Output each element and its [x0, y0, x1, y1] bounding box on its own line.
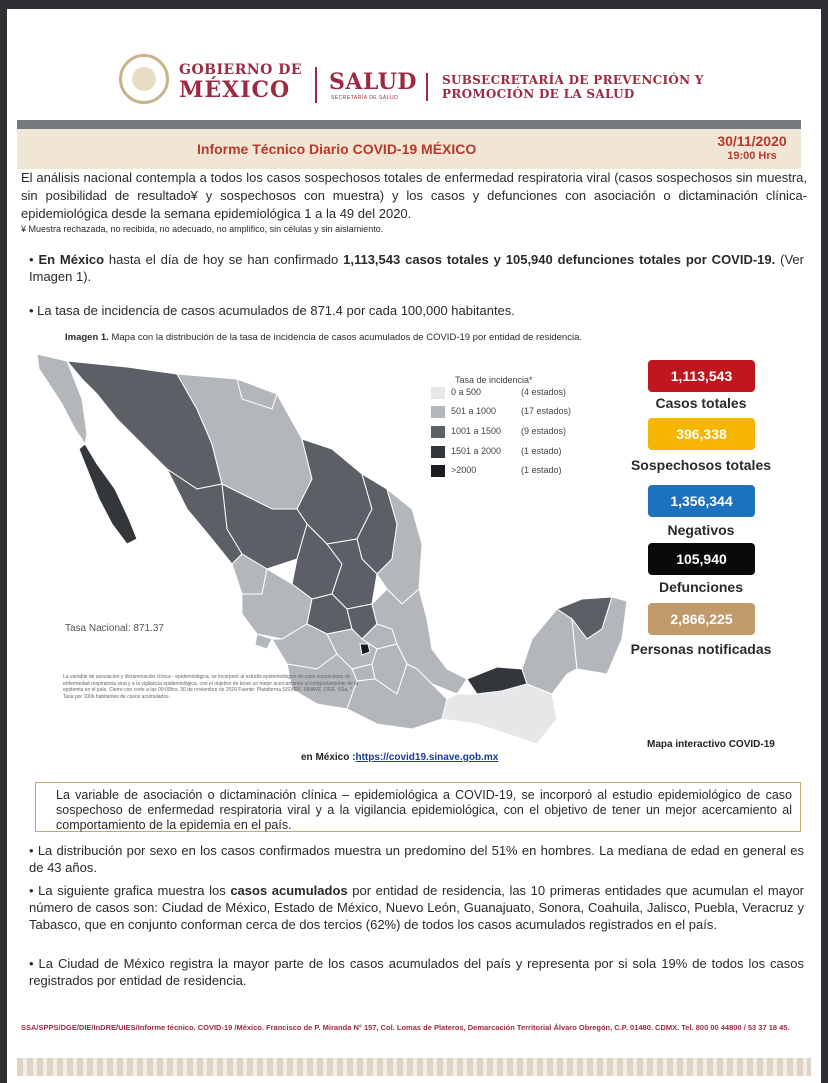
legend-count: (17 estados) [521, 406, 572, 416]
stat-negativos-label: Negativos [667, 522, 735, 538]
mexico-seal-logo [119, 54, 169, 104]
legend-swatch [431, 446, 445, 458]
legend-range: 501 a 1000 [451, 406, 497, 416]
bullet-text: La tasa de incidencia de casos acumulados de 871.4 por cada 100,000 habitantes. [37, 303, 515, 318]
stat-notificadas-label: Personas notificadas [630, 641, 772, 657]
report-title: Informe Técnico Diario COVID-19 MÉXICO [197, 141, 477, 157]
stat-defunciones-value: 105,940 [648, 543, 755, 575]
legend-count: (9 estados) [521, 426, 567, 436]
bullet-bold: casos acumulados [230, 883, 348, 898]
legend-range: >2000 [451, 465, 477, 475]
legend-range: 0 a 500 [451, 387, 482, 397]
salud-logo-text: SALUD [329, 69, 417, 95]
bullet-dot: • [29, 956, 39, 971]
stat-negativos-value: 1,356,344 [648, 485, 755, 517]
header-divider [315, 67, 317, 103]
en-mexico-line [301, 752, 498, 763]
tasa-nacional: Tasa Nacional: 871.37 [65, 623, 164, 634]
legend-count: (4 estados) [521, 387, 567, 397]
footer-ornament [17, 1058, 811, 1076]
stat-casos-totales-label: Casos totales [655, 395, 747, 411]
bullet-bold: 1,113,543 casos totales y 105,940 defunciones totales por COVID-19. [343, 252, 776, 267]
en-mexico-text: en México : [301, 752, 356, 763]
bullet-incidence [29, 302, 804, 319]
header-divider [426, 73, 428, 101]
stat-notificadas-value: 2,866,225 [648, 603, 755, 635]
subsecretaria-name [442, 73, 704, 101]
legend-swatch [431, 426, 445, 438]
subsecretaria-line1: SUBSECRETARÍA DE PREVENCIÓN Y [442, 73, 704, 87]
report-date: 30/11/2020 [717, 133, 787, 149]
stat-sospechosos-label: Sospechosos totales [630, 457, 772, 473]
stat-defunciones-label: Defunciones [658, 579, 743, 595]
bullet-bold: En México [38, 252, 105, 267]
stat-sospechosos-value: 396,338 [648, 418, 755, 450]
bullet-dot: • [29, 252, 39, 267]
bullet-text: (Ver Imagen 1). [29, 252, 804, 284]
figure-caption-label: Imagen 1. [65, 332, 109, 343]
bullet-confirmed [29, 251, 804, 285]
bullet-text: hasta el día de hoy se han confirmado [104, 252, 344, 267]
report-time: 19:00 Hrs [727, 150, 777, 162]
stat-casos-totales-value: 1,113,543 [648, 360, 755, 392]
bullet-sex-distribution [29, 842, 804, 876]
subsecretaria-line2: PROMOCIÓN DE LA SALUD [442, 87, 635, 101]
bullet-text: por entidad de residencia, las 10 primeras entidades que acumulan el mayor número de casos son: Ciudad de México, Estado de México, Nuevo León, Guanajuato, Sonora, Coahuila, Jalisco, Puebla, Veracruz y Tabasco, que en conjunto conforman cerca de dos tercios (62%) de todos los casos acumulados registrados en el país. [29, 883, 805, 932]
gobierno-line1: GOBIERNO DE [179, 62, 303, 78]
legend-count: (1 estado) [521, 465, 562, 475]
figure-caption-text: Mapa con la distribución de la tasa de incidencia de casos acumulados de COVID-19 por entidad de residencia. [108, 332, 582, 343]
legend-range: 1001 a 1500 [451, 426, 502, 436]
footer-address: SSA/SPPS/DGE/DIE/InDRE/UIES/Informe técnico. COVID-19 /México. Francisco de P. Miranda N° 157, Col. Lomas de Plateros, Demarcación Territorial Álvaro Obregón, C.P. 01480. CDMX. Tel. 800 00 44800 / 53 37 18 45. [21, 1023, 790, 1032]
bullet-dot: • [29, 843, 38, 858]
state-chiapas [442, 684, 557, 744]
title-band-top [17, 120, 801, 129]
intro-footnote: ¥ Muestra rechazada, no recibida, no adecuado, no amplifico, sin células y sin aislamiento. [21, 224, 384, 234]
state-baja-california-sur [79, 444, 137, 544]
bullet-dot: • [29, 303, 38, 318]
bullet-text: La siguiente grafica muestra los [38, 883, 231, 898]
salud-subtext: SECRETARÍA DE SALUD [331, 95, 399, 101]
legend-range: 1501 a 2000 [451, 446, 502, 456]
bullet-top-states [29, 882, 804, 933]
legend-title: Tasa de incidencia* [455, 375, 533, 385]
gobierno-line2: MÉXICO [179, 77, 291, 103]
state-campeche [522, 609, 577, 694]
bullet-text: La Ciudad de México registra la mayor parte de los casos acumulados del país y representa por si sola 19% de todos los casos registrados por entidad de residencia. [29, 956, 804, 988]
intro-paragraph: El análisis nacional contempla a todos los casos sospechosos totales de enfermedad respiratoria viral (casos sospechosos sin muestra, sin posibilidad de resultado¥ y sospechosos con muestra) y los casos y defunciones con asociación o dictaminación clínica-epidemiológica desde la semana epidemiológica 1 a la 49 del 2020. [21, 170, 807, 221]
legend-swatch [431, 406, 445, 418]
boxed-note: La variable de asociación o dictaminación clínica – epidemiológica a COVID-19, se incorporó al estudio epidemiológico de caso sospechoso de enfermedad respiratoria viral y a la vigilancia epidemiológica, con el objetivo de tener un mejor acercamiento al comportamiento de la epidemia en el país. [35, 782, 801, 832]
bullet-cdmx-share [29, 955, 804, 989]
report-page [7, 9, 821, 1083]
map-footnote: La variable de asociación y dictaminación clínica - epidemiológica, se incorporó al estudio epidemiológico de caso sospechoso de enfermedad respiratoria viral y a la vigilancia epidemiológica, con el objetivo de tener un mejor acercamiento al comportamiento de la epidemia en el país. Cierre con corte a las 09:00hrs, 30 de noviembre de 2020 Fuente: Plataforma SISVER, SINAVE, DGE, SSa. * Tasa por 100k habitantes de casos acumulados. [63, 674, 359, 700]
figure-caption [65, 332, 582, 343]
legend-swatch [431, 387, 445, 399]
legend-count: (1 estado) [521, 446, 562, 456]
legend-swatch [431, 465, 445, 477]
mapa-interactivo-label: Mapa interactivo COVID-19 [647, 739, 775, 750]
bullet-text: La distribución por sexo en los casos confirmados muestra un predomino del 51% en hombres. La mediana de edad en general es de 43 años. [29, 843, 804, 875]
bullet-dot: • [29, 883, 39, 898]
sinave-link[interactable]: https://covid19.sinave.gob.mx [355, 752, 499, 763]
